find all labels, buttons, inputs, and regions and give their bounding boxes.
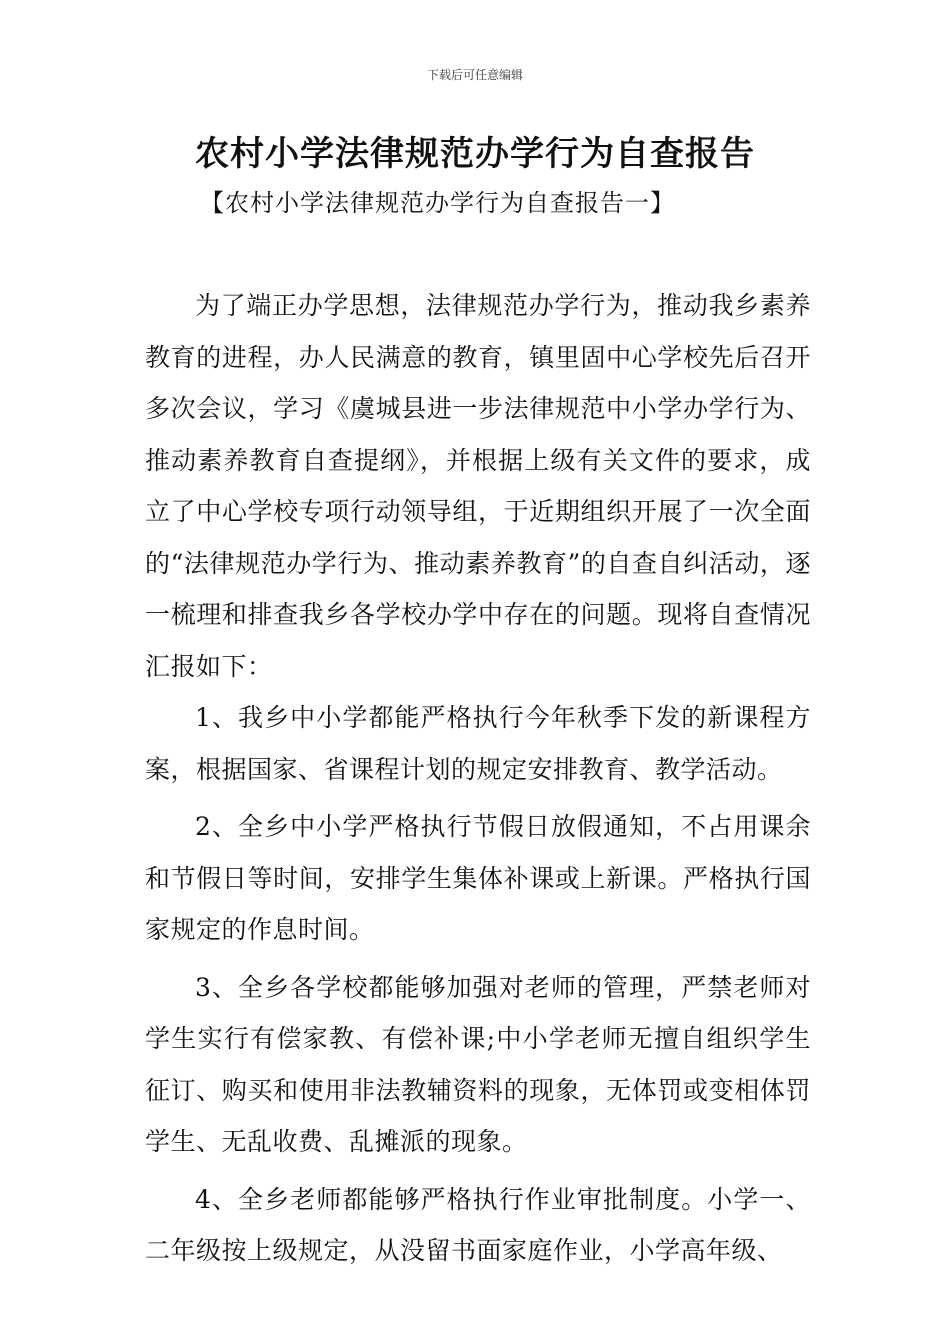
body-paragraph-item-3: 3、全乡各学校都能够加强对老师的管理，严禁老师对学生实行有偿家教、有偿补课;中小学老师无擅自组织学生征订、购买和使用非法教辅资料的现象，无体罚或变相体罚学生、无乱收费、乱摊派的现象。 — [145, 972, 811, 1156]
body-paragraph-item-1: 1、我乡中小学都能严格执行今年秋季下发的新课程方案，根据国家、省课程计划的规定安排教育、教学活动。 — [145, 703, 811, 784]
body-paragraph-intro: 为了端正办学思想，法律规范办学行为，推动我乡素养教育的进程，办人民满意的教育，镇里固中心学校先后召开多次会议，学习《虞城县进一步法律规范中小学办学行为、推动素养教育自查提纲》，并根据上级有关文件的要求，成立了中心学校专项行动领导组，于近期组织开展了一次全面的“法律规范办学行为、推动素养教育”的自查自纠活动，逐一梳理和排查我乡各学校办学中存在的问题。现将自查情况汇报如下： — [145, 291, 811, 681]
document-subtitle: 【农村小学法律规范办学行为自查报告一】 — [200, 189, 675, 217]
document-title: 农村小学法律规范办学行为自查报告 — [195, 134, 755, 174]
document-body — [145, 280, 811, 1277]
header-note: 下载后可任意编辑 — [426, 68, 523, 82]
body-paragraph-item-4: 4、全乡老师都能够严格执行作业审批制度。小学一、二年级按上级规定，从没留书面家庭作业，小学高年级、 — [145, 1184, 811, 1265]
body-paragraph-item-2: 2、全乡中小学严格执行节假日放假通知，不占用课余和节假日等时间，安排学生集体补课或上新课。严格执行国家规定的作息时间。 — [145, 812, 811, 944]
